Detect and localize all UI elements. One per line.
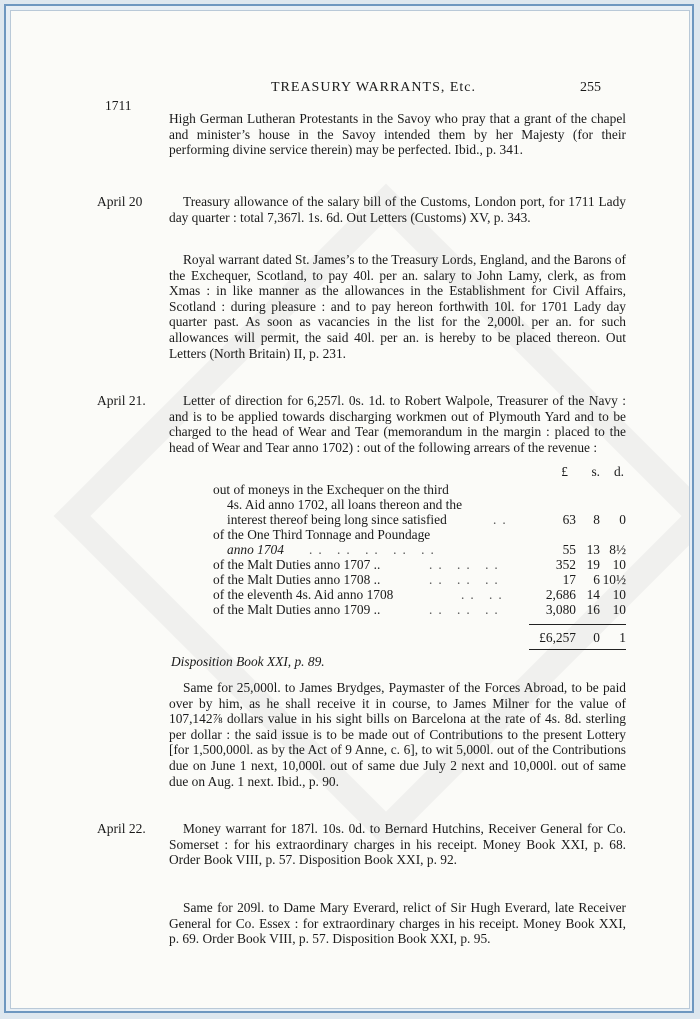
pence-value: 10 [612, 557, 626, 572]
shillings-value: 19 [586, 557, 600, 572]
disposition-reference: Disposition Book XXI, p. 89. [171, 654, 325, 669]
page-number: 255 [580, 80, 601, 95]
year-margin: 1711 [105, 98, 132, 113]
shillings-value: 16 [586, 602, 600, 617]
entry-text: Letter of direction for 6,257l. 0s. 1d. to Robert Walpole, Treasurer of the Navy : and is to be applied towards discharging workmen out of Plymouth Yard and to be charged to the head of Wear and Tear (memorandum in the margin : placed to the head of Wear and Tear anno 1702) : out of the following arrears of the revenue : [169, 393, 626, 455]
row-label: of the Malt Duties anno 1707 .. [213, 557, 381, 572]
row-label: out of moneys in the Exchequer on the third [213, 482, 449, 497]
leader-dots: .. .. .. .. .. [309, 542, 440, 557]
table-row [171, 482, 626, 497]
table-row [171, 542, 626, 557]
pounds-value: 3,080 [545, 602, 576, 617]
table-row [171, 587, 626, 602]
shillings-value: 6 [593, 572, 600, 587]
pence-value: 10½ [602, 572, 626, 587]
pence-value: 0 [619, 512, 626, 527]
shillings-value: 14 [586, 587, 600, 602]
pence-header: d. [613, 464, 624, 479]
table-row [171, 572, 626, 587]
entry-text: Same for 209l. to Dame Mary Everard, relict of Sir Hugh Everard, late Receiver General for Co. Essex : for extraordinary charges in his receipt. Money Book XXI, p. 69. Order Book VIII, p. 57. Disposition Book XXI, p. 95. [169, 900, 626, 947]
table-row [171, 557, 626, 572]
entry-date: April 22. [97, 821, 146, 836]
entry-date: April 21. [97, 393, 146, 408]
total-shillings: 0 [593, 630, 600, 645]
row-label: anno 1704 [227, 542, 284, 557]
pounds-value: 2,686 [545, 587, 576, 602]
row-label: 4s. Aid anno 1702, all loans thereon and the [227, 497, 463, 512]
shillings-header: s. [591, 464, 600, 479]
pence-value: 10 [612, 587, 626, 602]
entry-date: April 20 [97, 194, 143, 209]
total-rule-bottom [529, 649, 626, 650]
pounds-value: 352 [555, 557, 576, 572]
entry-text: Royal warrant dated St. James’s to the Treasury Lords, England, and the Barons of the Exchequer, Scotland, to pay 40l. per an. salary to John Lamy, clerk, as from Xmas : in like manner as the allowances in the Establishment for Civil Affairs, Scotland : during pleasure : and to pay hereon forthwith 10l. for 1701 Lady day quarter past. As soon as vacancies in the list for the 2,000l. per an. for such allowances will permit, the said 40l. per an. is hereby to be placed thereon. Out Letters (North Britain) II, p. 231. [169, 252, 626, 361]
entry-text: Same for 25,000l. to James Brydges, Paymaster of the Forces Abroad, to be paid over by him, as he shall receive it in course, to James Milner for the value of 107,142⅞ dollars value in his sight bills on Barcelona at the rate of 4s. 8d. sterling per dollar : the said issue is to be made out of Contributions to the present Lottery [for 1,500,000l. as by the Act of 9 Anne, c. 6], to wit 5,000l. out of the Contributions due on June 1 next, 10,000l. out of same due July 2 next and 10,000l. out of same due on Aug. 1 next. Ibid., p. 90. [169, 680, 626, 789]
total-rule-top [529, 624, 626, 625]
running-header: TREASURY WARRANTS, Etc. [271, 80, 477, 95]
pounds-header: £ [561, 464, 568, 479]
total-pence: 1 [619, 630, 626, 645]
pence-value: 8½ [609, 542, 626, 557]
total-row [171, 630, 626, 645]
row-label: of the Malt Duties anno 1708 .. [213, 572, 381, 587]
row-label: of the eleventh 4s. Aid anno 1708 [213, 587, 394, 602]
entry-text: High German Lutheran Protestants in the Savoy who pray that a grant of the chapel and minister’s house in the Savoy intended them by her Majesty (for their performing divine service therein) may be perfected. Ibid., p. 341. [169, 111, 626, 158]
total-pounds: £6,257 [539, 630, 576, 645]
shillings-value: 13 [586, 542, 600, 557]
entry-text: Money warrant for 187l. 10s. 0d. to Bernard Hutchins, Receiver General for Co. Somerset : for his extraordinary charges in his receipt. Money Book XXI, p. 68. Order Book VIII, p. 57. Disposition Book XXI, p. 92. [169, 821, 626, 868]
row-label: of the One Third Tonnage and Poundage [213, 527, 431, 542]
pounds-value: 17 [562, 572, 576, 587]
table-row [171, 497, 626, 512]
leader-dots: .. .. .. [429, 602, 504, 617]
leader-dots: .. .. [461, 587, 508, 602]
document-page [10, 10, 690, 1009]
pounds-value: 55 [562, 542, 576, 557]
row-label: interest thereof being long since satisfied [227, 512, 447, 527]
leader-dots: .. [493, 512, 512, 527]
leader-dots: .. .. .. [429, 557, 504, 572]
page-frame [4, 4, 694, 1013]
entry-text: Treasury allowance of the salary bill of the Customs, London port, for 1711 Lady day quarter : total 7,367l. 1s. 6d. Out Letters (Customs) XV, p. 343. [169, 194, 626, 225]
table-row [171, 512, 626, 527]
row-label: of the Malt Duties anno 1709 .. [213, 602, 381, 617]
pence-value: 10 [612, 602, 626, 617]
leader-dots: .. .. .. [429, 572, 504, 587]
table-row [171, 602, 626, 617]
shillings-value: 8 [593, 512, 600, 527]
table-row [171, 527, 626, 542]
pounds-value: 63 [562, 512, 576, 527]
